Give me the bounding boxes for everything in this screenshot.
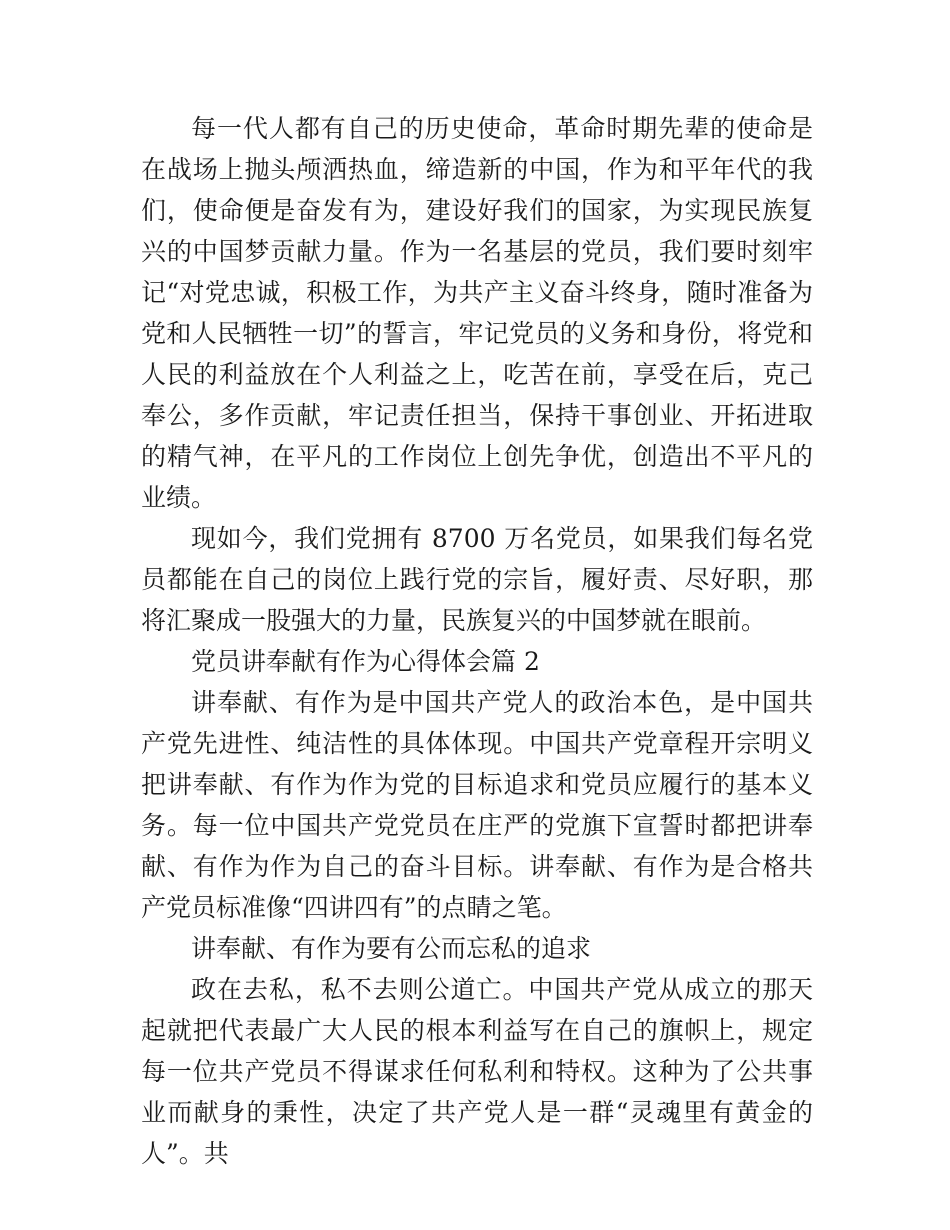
paragraph-party-members: 现如今，我们党拥有 8700 万名党员，如果我们每名党员都能在自己的岗位上践行党的宗旨，履好责、尽好职，那将汇聚成一股强大的力量，民族复兴的中国梦就在眼前。 <box>141 524 813 635</box>
subheading-selfless-pursuit: 讲奉献、有作为要有公而忘私的追求 <box>191 934 592 963</box>
paragraph-political-character: 讲奉献、有作为是中国共产党人的政治本色，是中国共产党先进性、纯洁性的具体体现。中国共产党章程开宗明义把讲奉献、有作为作为党的目标追求和党员应履行的基本义务。每一位中国共产党党员在庄严的党旗下宣誓时都把讲奉献、有作为作为自己的奋斗目标。讲奉献、有作为是合格共产党员标准像“四讲四有”的点睛之笔。 <box>141 688 813 922</box>
paragraph-public-interest: 政在去私，私不去则公道亡。中国共产党从成立的那天起就把代表最广大人民的根本利益写在自己的旗帜上，规定每一位共产党员不得谋求任何私利和特权。这种为了公共事业而献身的秉性，决定了共产党人是一群“灵魂里有黄金的人”。共 <box>141 975 813 1168</box>
paragraph-mission: 每一代人都有自己的历史使命，革命时期先辈的使命是在战场上抛头颅洒热血，缔造新的中国，作为和平年代的我们，使命便是奋发有为，建设好我们的国家，为实现民族复兴的中国梦贡献力量。作为一名基层的党员，我们要时刻牢记“对党忠诚，积极工作，为共产主义奋斗终身，随时准备为党和人民牺牲一切”的誓言，牢记党员的义务和身份，将党和人民的利益放在个人利益之上，吃苦在前，享受在后，克己奉公，多作贡献，牢记责任担当，保持干事创业、开拓进取的精气神，在平凡的工作岗位上创先争优，创造出不平凡的业绩。 <box>141 114 813 512</box>
section-heading-part-2: 党员讲奉献有作为心得体会篇 2 <box>191 647 540 676</box>
document-body <box>141 108 813 1174</box>
